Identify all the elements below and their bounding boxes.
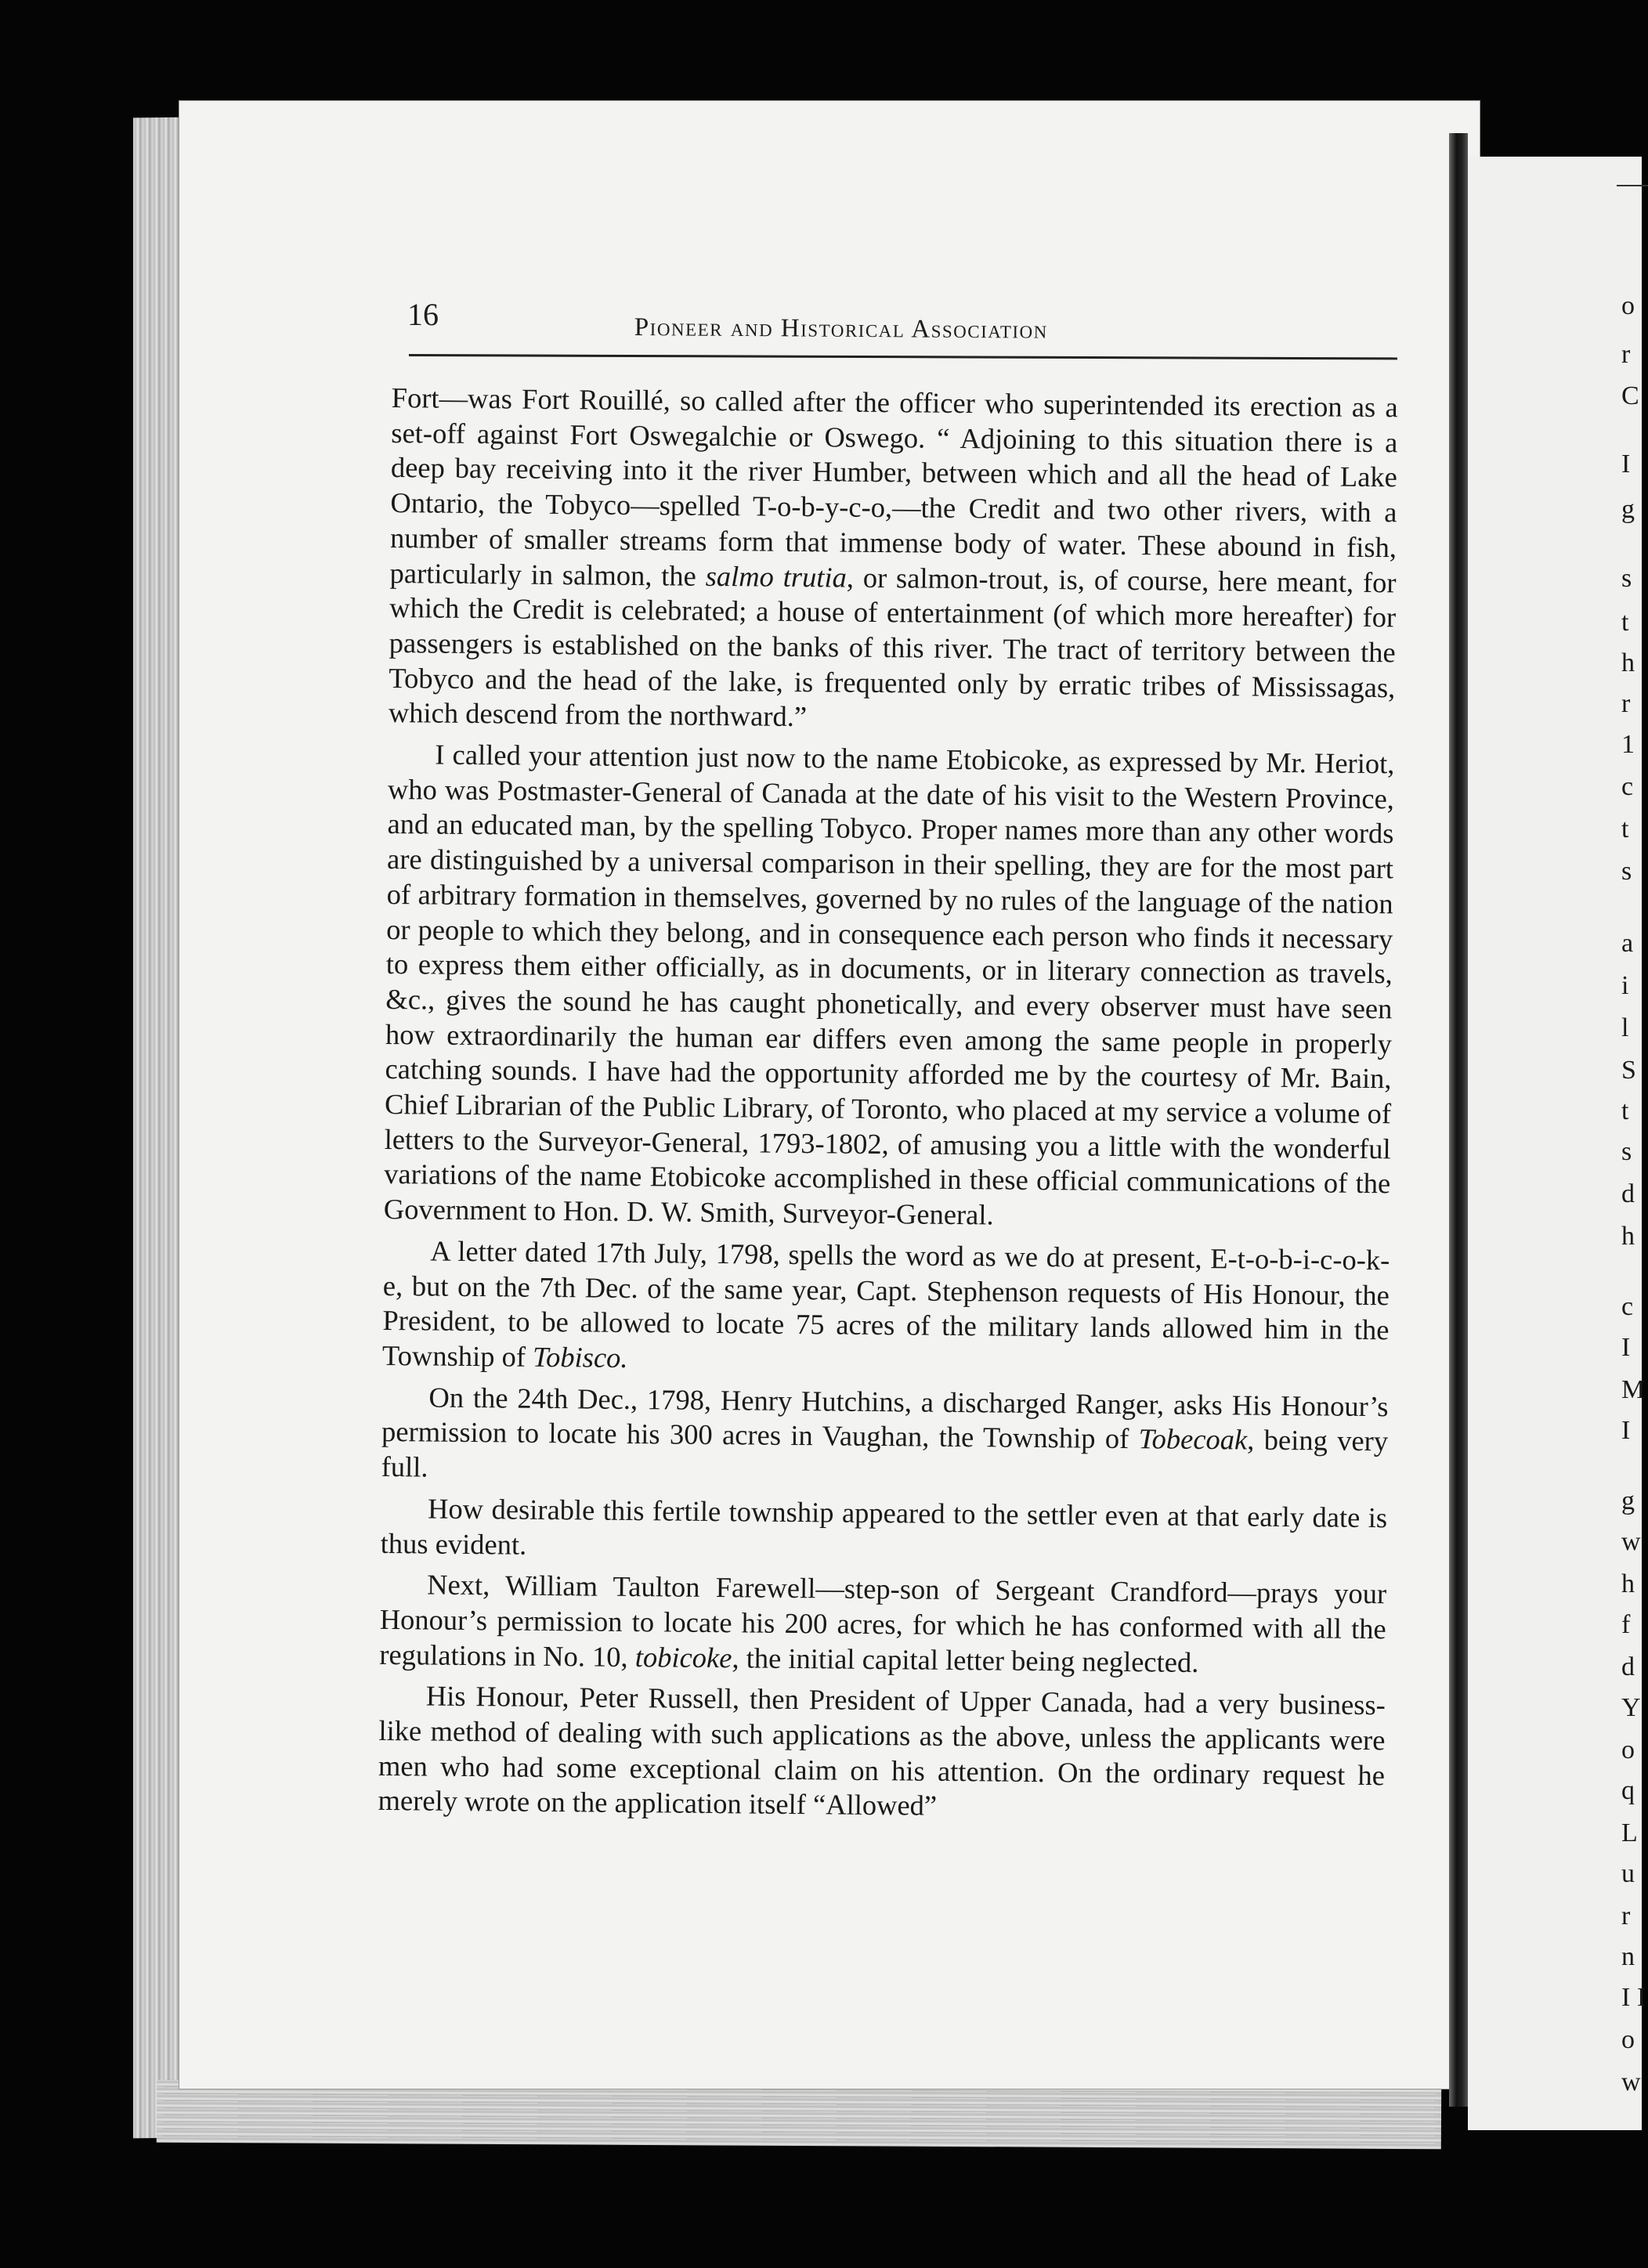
facing-page-fragment: r <box>1621 340 1631 369</box>
facing-page-fragment: c <box>1621 772 1634 801</box>
paragraph-text: I called your attention just now to the name Etobicoke, as expressed by Mr. Heriot, who was Postmaster-General of Canada at the date of his visit to the Western Province, and an educated man, by the spelling Tobyco. Proper names more than any other words are distinguished by a universal comparison in their spelling, they are for the most part of arbitrary formation in themselves, governed by no rules of the language of the nation or people to which they belong, and in consequence each person who finds it necessary to express them either officially, as in documents, or in literary connection as travels, &c., gives the sound he has caught phonetically, and every observer must have seen how extraordinarily the human ear differs even among the same people in properly catching sounds. I have had the opportunity afforded me by the courtesy of Mr. Bain, Chief Librarian of the Public Library, of Toronto, who placed at my service a volume of letters to the Surveyor-General, 1793-1802, of amusing you a little with the wonderful variations of the name Etobicoke accomplished in these official communications of the Government to Hon. D. W. Smith, Surveyor-General. <box>383 738 1395 1231</box>
italic-term: Tobecoak <box>1138 1422 1248 1456</box>
facing-page-fragment: g <box>1621 495 1635 524</box>
paragraph-p4 <box>381 1380 1388 1494</box>
facing-page-fragment: Y <box>1621 1693 1641 1722</box>
facing-page-fragment: u <box>1621 1859 1635 1888</box>
facing-page-fragment: I I <box>1621 1983 1646 2012</box>
facing-page-fragment: h <box>1621 648 1635 677</box>
facing-page-fragment: h <box>1621 1222 1635 1251</box>
facing-page-fragment: 1 <box>1621 730 1635 759</box>
facing-page-fragment: s <box>1621 857 1632 886</box>
facing-page-fragment: c <box>1621 1292 1634 1321</box>
paragraph-text: , the initial capital letter being neglected. <box>732 1641 1199 1678</box>
body-text <box>378 381 1398 1834</box>
paragraph-p7 <box>378 1678 1386 1828</box>
page-edge-stack-bottom <box>157 2080 1441 2150</box>
facing-page-fragment: I <box>1621 1333 1631 1362</box>
facing-page <box>1468 157 1646 2130</box>
paragraph-text: Fort—was Fort Rouillé, so called after the officer who superintended its erection as a set-off against Fort Oswegalchie or Oswego. “ Adjoining to this situation there is a deep bay receiving into it the river Humber, between which and all the head of Lake Ontario, the Tobyco—spelled T-o-b-y-c-o,—the Credit and two other rivers, with a number of smaller streams form that immense body of water. These abound in fish, particularly in salmon, the <box>389 381 1398 592</box>
facing-page-fragment: I <box>1621 450 1631 479</box>
facing-page-fragment: t <box>1621 814 1629 843</box>
facing-page-fragment: i <box>1621 971 1629 1000</box>
facing-page-fragment: I <box>1621 1416 1631 1445</box>
facing-page-fragment: M <box>1621 1375 1646 1404</box>
facing-page-fragment: w <box>1621 1527 1641 1556</box>
paragraph-text: How desirable this fertile township appeared to the settler even at that early date is thus evident. <box>380 1492 1388 1561</box>
facing-page-fragment: g <box>1621 1486 1635 1515</box>
italic-term: tobicoke <box>634 1640 732 1674</box>
paragraph-text: , or salmon-trout, is, of course, here meant, for which the Credit is celebrated; a house of entertainment (of which more hereafter) for passengers is established on the banks of this river. The tract of territory between the Tobyco and the head of the lake, is frequented only by erratic tribes of Mississagas, which descend from the northward.” <box>388 561 1397 733</box>
facing-page-fragment: n <box>1621 1942 1635 1971</box>
facing-page-fragment: s <box>1621 564 1632 593</box>
paragraph-text: His Honour, Peter Russell, then President of Upper Canada, had a very business-like method of dealing with such applications as the above, unless the applicants were men who had some exceptional claim on his attention. On the ordinary request he merely wrote on the application itself “Allowed” <box>378 1679 1386 1822</box>
running-head: Pioneer and Historical Association <box>634 313 1048 345</box>
facing-page-rule <box>1617 185 1648 186</box>
facing-page-fragment: t <box>1621 608 1629 637</box>
facing-page-fragment: S <box>1621 1056 1636 1085</box>
facing-page-fragment: f <box>1621 1610 1631 1639</box>
paragraph-text: A letter dated 17th July, 1798, spells the word as we do at present, E-t-o-b-i-c-o-k-e, but on the 7th Dec. of the same year, Capt. Stephenson requests of His Honour, the President, to be allowed to locate 75 acres of the military lands allowed him in the Township of <box>381 1234 1390 1373</box>
facing-page-fragment: a <box>1621 929 1634 958</box>
facing-page-fragment: t <box>1621 1096 1629 1125</box>
paragraph-p3 <box>382 1233 1390 1383</box>
facing-page-fragment: w <box>1621 2068 1641 2096</box>
facing-page-fragment: d <box>1621 1652 1635 1681</box>
facing-page-fragment: o <box>1621 1735 1635 1764</box>
facing-page-fragment: q <box>1621 1776 1635 1805</box>
italic-term: Tobisco. <box>532 1340 628 1374</box>
facing-page-fragment: r <box>1621 689 1631 718</box>
paragraph-text: On the 24th Dec., 1798, Henry Hutchins, a discharged Ranger, asks His Honour’s permission to locate his 300 acres in Vaughan, the Township of <box>381 1381 1389 1455</box>
facing-page-fragment: o <box>1621 2025 1635 2054</box>
facing-page-fragment: o <box>1621 291 1635 320</box>
paragraph-text: Next, William Taulton Farewell—step-son of Sergeant Crandford—prays your Honour’s permission to locate his 200 acres, for which he has conformed with all the regulations in No. 10, <box>379 1568 1387 1673</box>
facing-page-fragment: l <box>1621 1013 1629 1042</box>
facing-page-fragment: h <box>1621 1569 1635 1598</box>
facing-page-fragment: L <box>1621 1818 1638 1847</box>
italic-term: salmo trutia <box>705 559 847 594</box>
paragraph-text: , being very full. <box>381 1423 1389 1483</box>
facing-page-fragment: s <box>1621 1137 1632 1166</box>
paragraph-p1 <box>389 381 1398 740</box>
paragraph-p2 <box>384 737 1395 1237</box>
binding-gutter <box>1449 133 1468 2107</box>
facing-page-fragment: C <box>1621 381 1639 410</box>
page-number: 16 <box>407 297 439 332</box>
paragraph-p6 <box>379 1567 1386 1681</box>
paragraph-p5 <box>381 1491 1388 1571</box>
facing-page-fragment: d <box>1621 1179 1635 1208</box>
facing-page-fragment: r <box>1621 1901 1631 1930</box>
